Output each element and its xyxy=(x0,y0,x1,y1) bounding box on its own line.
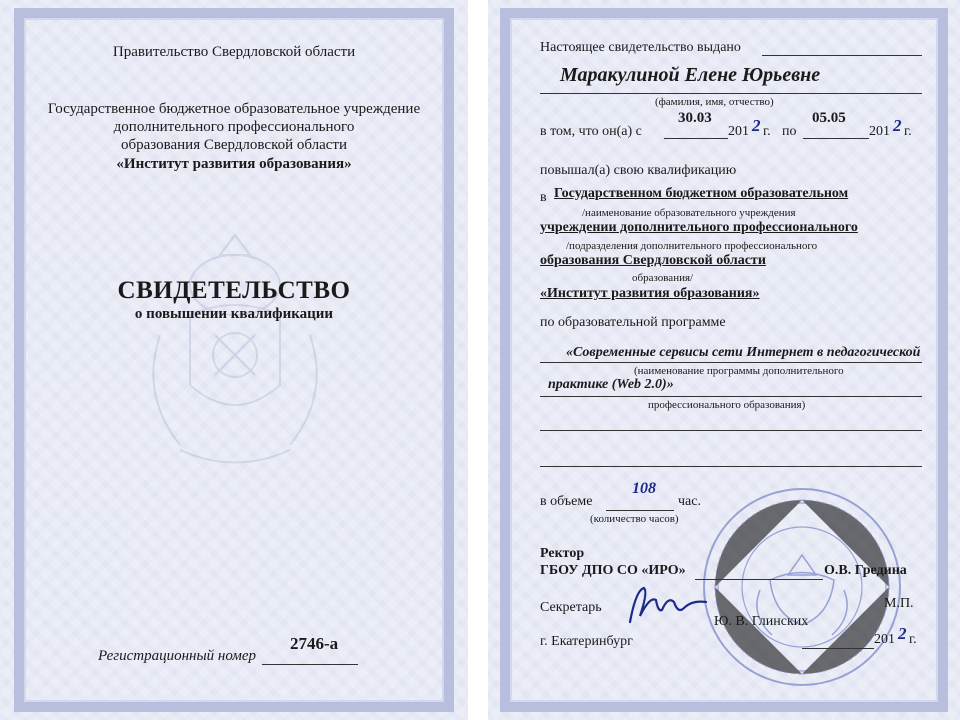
org-line-4: «Институт развития образования» xyxy=(540,286,760,301)
org-line-2: учреждении дополнительного профессионального xyxy=(540,220,858,235)
org-caption-1: /наименование образовательного учреждения xyxy=(582,207,796,219)
issue-date-underline xyxy=(802,648,874,649)
year-prefix-1: 201 xyxy=(728,124,749,139)
document-subtitle: о повышении квалификации xyxy=(134,306,334,322)
org-caption-2: /подразделения дополнительного профессионального xyxy=(566,240,818,252)
year-suffix-2: г. xyxy=(904,124,912,139)
registration-label: Регистрационный номер xyxy=(98,648,257,664)
program-line-1: «Современные сервисы сети Интернет в педагогической xyxy=(566,345,921,360)
program-caption-2: профессионального образования) xyxy=(648,399,806,411)
program-underline-3 xyxy=(540,430,922,431)
date-from-underline xyxy=(664,138,728,139)
rector-title-line-2: ГБОУ ДПО СО «ИРО» xyxy=(540,563,686,578)
hours-value: 108 xyxy=(632,480,656,497)
date-to-underline xyxy=(803,138,869,139)
year-handwritten-1: 2 xyxy=(752,116,761,135)
page-gutter xyxy=(468,0,488,720)
program-underline-2 xyxy=(540,396,922,397)
date-to: 05.05 xyxy=(812,110,846,126)
document-title: СВИДЕТЕЛЬСТВО xyxy=(117,277,351,304)
secretary-name: Ю. В. Глинских xyxy=(714,614,809,629)
coat-of-arms-watermark xyxy=(120,215,350,495)
official-seal xyxy=(700,485,905,690)
institution-name: «Институт развития образования» xyxy=(116,156,352,172)
program-caption-1: (наименование программы дополнительного xyxy=(634,365,844,377)
period-to: по xyxy=(782,124,797,139)
period-prefix: в том, что он(а) с xyxy=(540,124,642,139)
issued-to-underline xyxy=(762,55,922,56)
org-line-1: Государственном бюджетном образовательном xyxy=(554,186,849,201)
year-handwritten-2: 2 xyxy=(893,116,902,135)
registration-underline xyxy=(262,664,358,665)
issued-to-label: Настоящее свидетельство выдано xyxy=(540,40,741,55)
year-suffix-1: г. xyxy=(763,124,771,139)
institution-line-2: дополнительного профессионального xyxy=(113,119,355,135)
volume-prefix: в объеме xyxy=(540,494,593,509)
registration-number: 2746-а xyxy=(290,634,339,653)
org-caption-3: образования/ xyxy=(632,272,694,284)
secretary-signature xyxy=(622,582,712,632)
program-underline-4 xyxy=(540,466,922,467)
rector-title-line-1: Ректор xyxy=(540,546,585,561)
rector-name: О.В. Гредина xyxy=(824,563,907,578)
hours-caption: (количество часов) xyxy=(590,513,679,525)
recipient-underline xyxy=(540,93,922,94)
issuer-name: Правительство Свердловской области xyxy=(112,44,356,60)
rector-signature-line xyxy=(695,579,823,580)
institution-line-1: Государственное бюджетное образовательное учреждение xyxy=(47,101,421,117)
program-underline-1 xyxy=(540,362,922,363)
date-from: 30.03 xyxy=(678,110,712,126)
seal-label: М.П. xyxy=(884,596,914,611)
certificate-cover-page xyxy=(0,0,468,720)
program-line-2: практике (Web 2.0)» xyxy=(548,377,674,392)
org-line-3: образования Свердловской области xyxy=(540,253,766,268)
issue-year-suffix: г. xyxy=(909,632,917,647)
year-prefix-2: 201 xyxy=(869,124,890,139)
city: г. Екатеринбург xyxy=(540,634,633,649)
in-label: в xyxy=(540,190,547,205)
hours-underline xyxy=(606,510,674,511)
volume-suffix: час. xyxy=(678,494,701,509)
recipient-name: Маракулиной Елене Юрьевне xyxy=(560,64,821,86)
institution-line-3: образования Свердловской области xyxy=(120,137,348,153)
name-caption: (фамилия, имя, отчество) xyxy=(655,96,774,108)
secretary-label: Секретарь xyxy=(540,600,602,615)
issue-year-handwritten: 2 xyxy=(898,624,907,643)
issue-year-prefix: 201 xyxy=(874,632,895,647)
program-label: по образовательной программе xyxy=(540,315,726,330)
qualification-text: повышал(а) свою квалификацию xyxy=(540,163,737,178)
